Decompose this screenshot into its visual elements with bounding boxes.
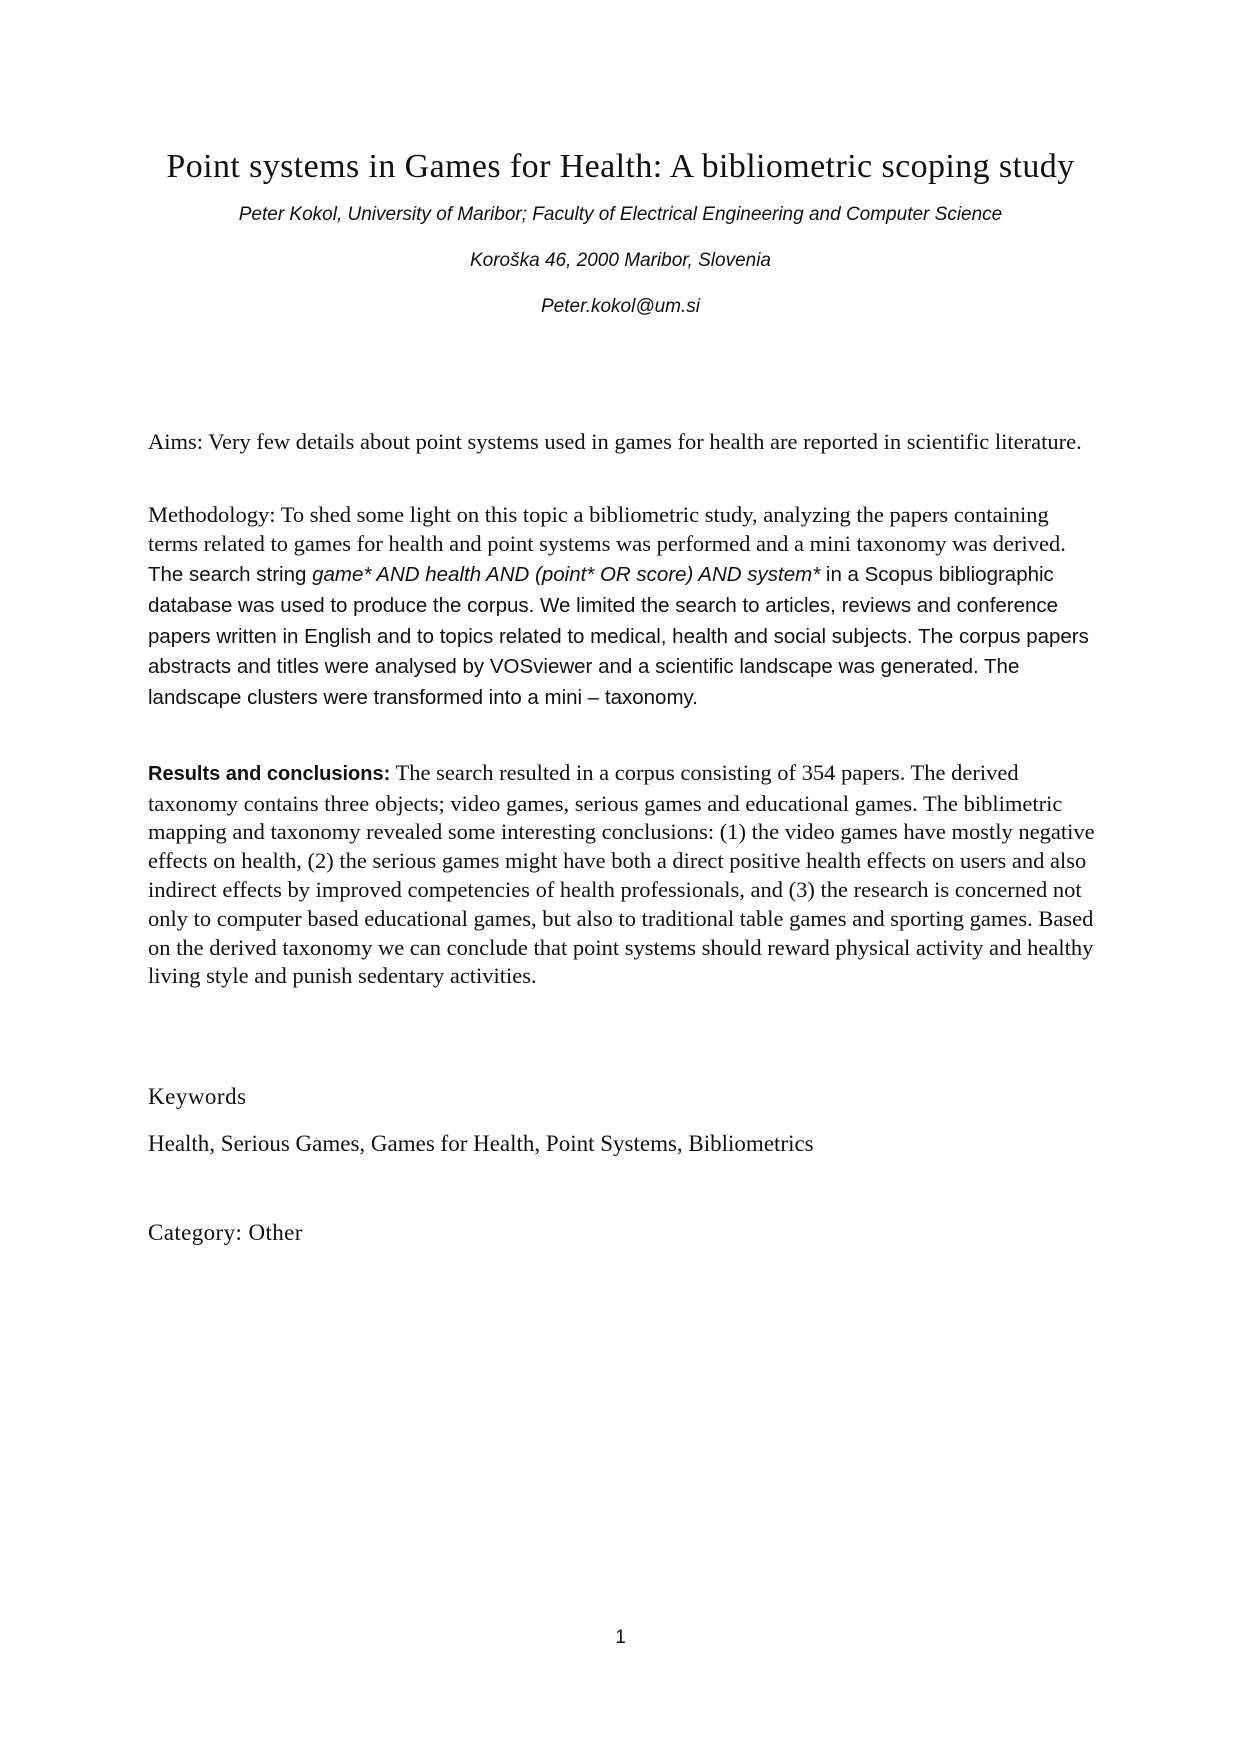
methodology-rest: in a Scopus bibliographic database was used to produce the corpus. We limited the search to articles, reviews and conference papers written in English and to topics related to medical, health and social subjects. The corpus papers abstracts and titles were analysed by VOSviewer and a scientific landscape was generated. The landscape clusters were transformed into a mini – taxonomy. [148,563,1089,709]
aims-paragraph: Aims: Very few details about point systems used in games for health are reported in scientific literature. [148,429,1082,454]
methodology-search-prefix: The search string [148,563,313,587]
keywords-list: Health, Serious Games, Games for Health, Point Systems, Bibliometrics [148,1131,814,1156]
keywords-heading: Keywords [148,1084,247,1109]
results-paragraph [148,759,1096,991]
methodology-text: Methodology: To shed some light on this topic a bibliometric study, analyzing the papers containing terms related to games for health and point systems was performed and a mini taxonomy was derived. [148,502,1066,556]
results-lead: Results and conclusions: [148,763,391,785]
page-number: 1 [615,1627,626,1648]
methodology-search-string: game* AND health AND (point* OR score) AND system* [312,563,821,587]
author-email: Peter.kokol@um.si [540,296,701,317]
author-affiliation: Peter Kokol, University of Maribor; Faculty of Electrical Engineering and Computer Science [238,204,1003,225]
paper-title: Point systems in Games for Health: A bibliometric scoping study [166,148,1075,185]
methodology-paragraph [148,501,1096,713]
author-address: Koroška 46, 2000 Maribor, Slovenia [469,250,771,271]
category-line: Category: Other [148,1220,303,1245]
results-text: The search resulted in a corpus consisting of 354 papers. The derived taxonomy contains three objects; video games, serious games and educational games. The biblimetric mapping and taxonomy revealed some interesting conclusions: (1) the video games have mostly negative effects on health, (2) the serious games might have both a direct positive health effects on users and also indirect effects by improved competencies of health professionals, and (3) the research is concerned not only to computer based educational games, but also to traditional table games and sporting games. Based on the derived taxonomy we can conclude that point systems should reward physical activity and healthy living style and punish sedentary activities. [148,760,1095,989]
